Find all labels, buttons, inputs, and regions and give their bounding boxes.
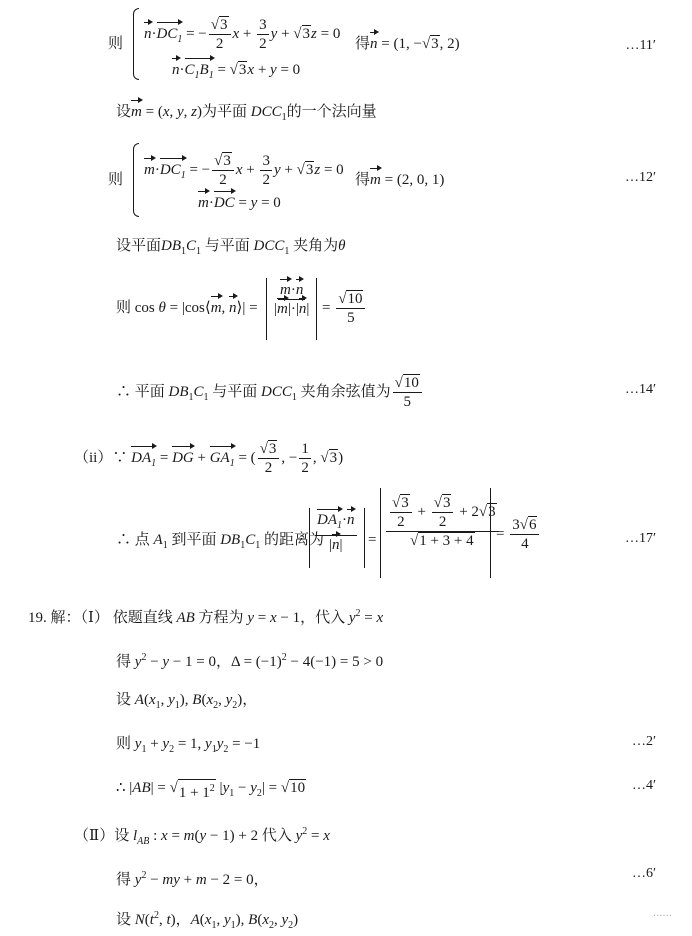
eq-1: =	[368, 532, 377, 548]
cos-theta: 则 cos θ = |cos⟨m, n⟩| =	[116, 300, 258, 316]
dist-value: = 3 √ 6 4	[496, 516, 541, 553]
dist-frac-1: $\frac{DA_1\cdot n}{|n|}$	[317, 512, 355, 553]
text-ze	[108, 34, 123, 54]
score-6: …6′	[631, 866, 656, 881]
abs-left	[266, 278, 267, 340]
ab-length: ∴ |AB| = √ $1 + 1^2$ $|y_1 - y_2|$ = √ 10	[116, 780, 306, 801]
eq-m-dc1: $m\cdot DC_1$ = − √ 3 2 x + $\frac{3}{2}$ y + √ 3 z = 0	[144, 153, 344, 188]
set-angle: 设平面$DB_1C_1$ 与平面 $DCC_1$ 夹角为θ	[116, 238, 346, 257]
score-11: …11′	[625, 38, 656, 53]
therefore-cos: ∴ 平面 $DB_1C_1$ 与平面 $DCC_1$ 夹角余弦值为 √ 10 5	[116, 374, 424, 411]
watermark-text: ······	[652, 911, 672, 922]
eq-quadratic-2: 得 $y^2$ − my + m − 2 = 0，	[116, 870, 269, 888]
distance-label: ∴ 点 $A_1$ 到平面 $DB_1C_1$ 的距离为	[116, 532, 324, 551]
score-17: …17′	[624, 531, 656, 546]
q19-line: 19. 解：（Ⅰ） 依题直线 AB 方程为 y = x − 1，代入 $y^2 = x$	[28, 608, 384, 626]
frac-mn: $\frac{m\cdot n}{|m|\cdot|n|}$	[274, 282, 310, 317]
set-points: 设 $A(x_1$, $y_1$), $B(x_2$, $y_2$)，	[116, 692, 258, 711]
vec-dc1: $DC_1$	[157, 24, 183, 50]
text-ze-2: 则	[108, 172, 124, 188]
eq-n-c1b1: $n\cdot C_1B_1$ = √ 3 x + y = 0	[172, 60, 300, 86]
eq-n-dc1: $n\cdot DC_1$ = − √ 3 2 x + $\frac{3}{2}$ y + √ 3 z = 0	[144, 17, 341, 52]
set-m: 设m = (x, y, z)为平面 $DCC_1$的一个法向量	[116, 104, 377, 123]
system-brace-n	[133, 8, 139, 80]
set-n-points: 设 $N(t^2$, t)，$A(x_1$, $y_1$), $B(x_2$, $y_2$)	[116, 910, 299, 931]
score-12: …12′	[624, 170, 656, 185]
score-14: …14′	[624, 382, 656, 397]
part-ii-da1: （ii）∵ $DA_1$ = DG + $GA_1$ = ( √ 3 2 , − $\frac{1}{2}$ , √ 3 )	[74, 441, 344, 476]
eq-m-dc: m·DC = y = 0	[198, 195, 281, 211]
part2-line: （Ⅱ）设 $l_{AB}$ : x = m(y − 1) + 2 代入 $y^2 = x$	[74, 826, 330, 847]
cos-value: = √ 10 5	[322, 290, 367, 327]
result-m: 得m = (2, 0, 1)	[355, 172, 445, 188]
vieta: 则 $y_1 + y_2 = 1$, $y_1y_2 = -1$	[116, 736, 261, 755]
score-4: …4′	[631, 778, 656, 793]
ze-label: 则	[108, 36, 124, 52]
dist-frac-2: √ 3 2 + √ 3 2 + 2 √ 3 √ 1 + 3 + 4	[384, 494, 501, 550]
result-n: 得n = (1, − √ 3 , 2)	[355, 36, 460, 52]
score-2: …2′	[631, 734, 656, 749]
system-brace-m	[133, 143, 139, 217]
abs-right	[316, 278, 317, 340]
eq-quadratic: 得 $y^2 - y - 1 = 0$，$\Delta = (-1)^2 - 4(-1) = 5 > 0$	[116, 652, 384, 670]
vec-n: n	[144, 25, 152, 42]
de-label: 得	[355, 36, 371, 52]
